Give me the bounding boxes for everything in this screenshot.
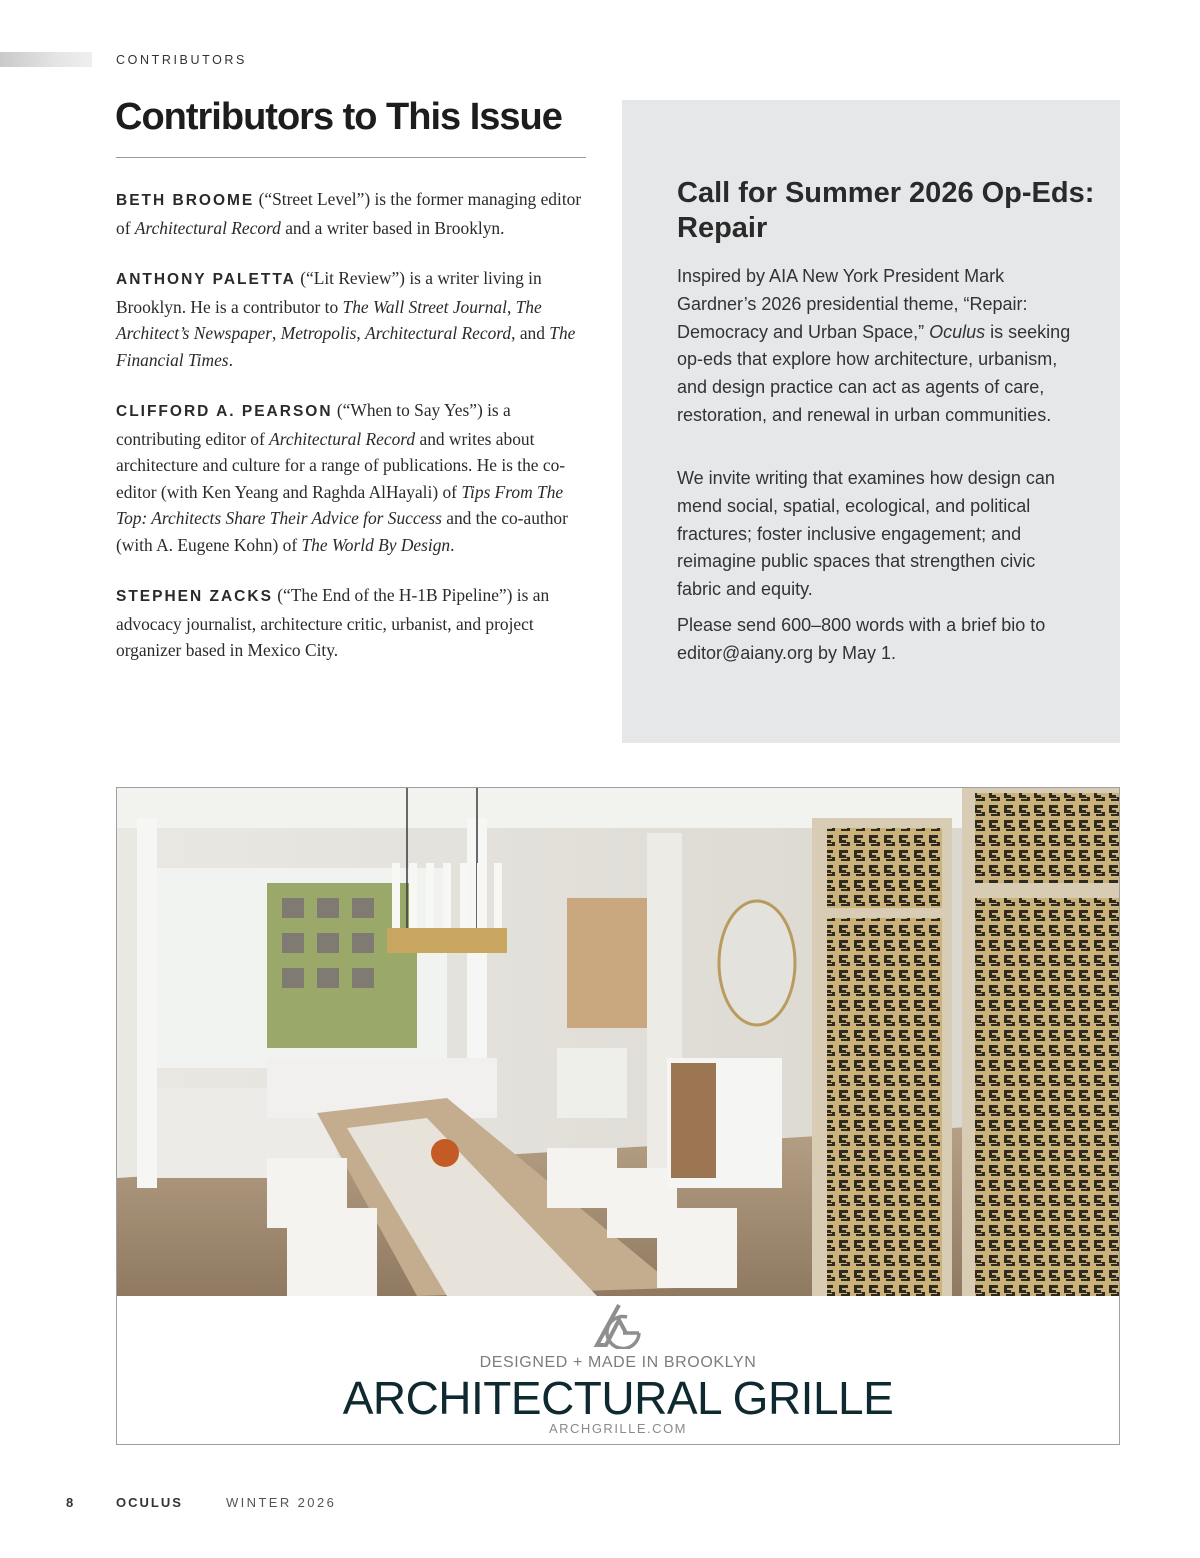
call-for-op-eds-box (622, 100, 1120, 743)
title-divider (116, 157, 586, 158)
page-title: Contributors to This Issue (115, 96, 562, 138)
callout-paragraph: We invite writing that examines how design can mend social, spatial, ecological, and political fractures; foster inclusive engagement; and reimagine public spaces that strengthen civic fabric and equity. (677, 468, 1055, 600)
ad-tagline: DESIGNED + MADE IN BROOKLYN (479, 1354, 757, 1371)
ad-website-link[interactable]: ARCHGRILLE.COM (548, 1421, 688, 1436)
contributor-name: STEPHEN ZACKS (116, 588, 273, 605)
interior-photo (117, 788, 1119, 1296)
ad-brand-name: ARCHITECTURAL GRILLE (342, 1372, 894, 1424)
architectural-grille-logo (593, 1303, 645, 1349)
issue-date: WINTER 2026 (226, 1495, 337, 1510)
callout-submission-info: Please send 600–800 words with a brief bio to editor@aiany.org by May 1. (677, 615, 1046, 663)
callout-paragraph: Inspired by AIA New York President Mark Gardner’s 2026 presidential theme, “Repair: Democracy and Urban Space,” Oculus is seeking op-eds that explore how architecture, urbanism, and design practice can act as agents of care, restoration, and renewal in urban communities. (677, 266, 1071, 425)
architectural-grille-advertisement (116, 787, 1120, 1445)
contributor-bio-beth-broome: BETH BROOME (“Street Level”) is the former managing editor of Architectural Record and a writer based in Brooklyn. (116, 189, 582, 238)
contributor-name: CLIFFORD A. PEARSON (116, 403, 333, 420)
contributor-name: BETH BROOME (116, 192, 255, 209)
callout-title: Call for Summer 2026 Op-Eds: Repair (677, 177, 1095, 244)
contributor-name: ANTHONY PALETTA (116, 271, 296, 288)
contributor-bio-stephen-zacks: STEPHEN ZACKS (“The End of the H-1B Pipeline”) is an advocacy journalist, architecture critic, urbanist, and project organizer based in Mexico City. (116, 585, 550, 661)
page-number: 8 (66, 1495, 74, 1510)
section-marker-bar (0, 52, 92, 67)
publication-name: OCULUS (116, 1495, 183, 1510)
contributor-bio-anthony-paletta: ANTHONY PALETTA (“Lit Review”) is a writer living in Brooklyn. He is a contributor to The Wall Street Journal, The Architect’s Newspaper, Metropolis, Architectural Record, and The Financial Times. (116, 268, 576, 370)
contributor-bio-clifford-pearson: CLIFFORD A. PEARSON (“When to Say Yes”) is a contributing editor of Architectural Record and writes about architecture and culture for a range of publications. He is the co-editor (with Ken Yeang and Raghda AlHayali) of Tips From The Top: Architects Share Their Advice for Success and the co-author (with A. Eugene Kohn) of The World By Design. (116, 400, 568, 555)
section-label: CONTRIBUTORS (116, 53, 247, 67)
